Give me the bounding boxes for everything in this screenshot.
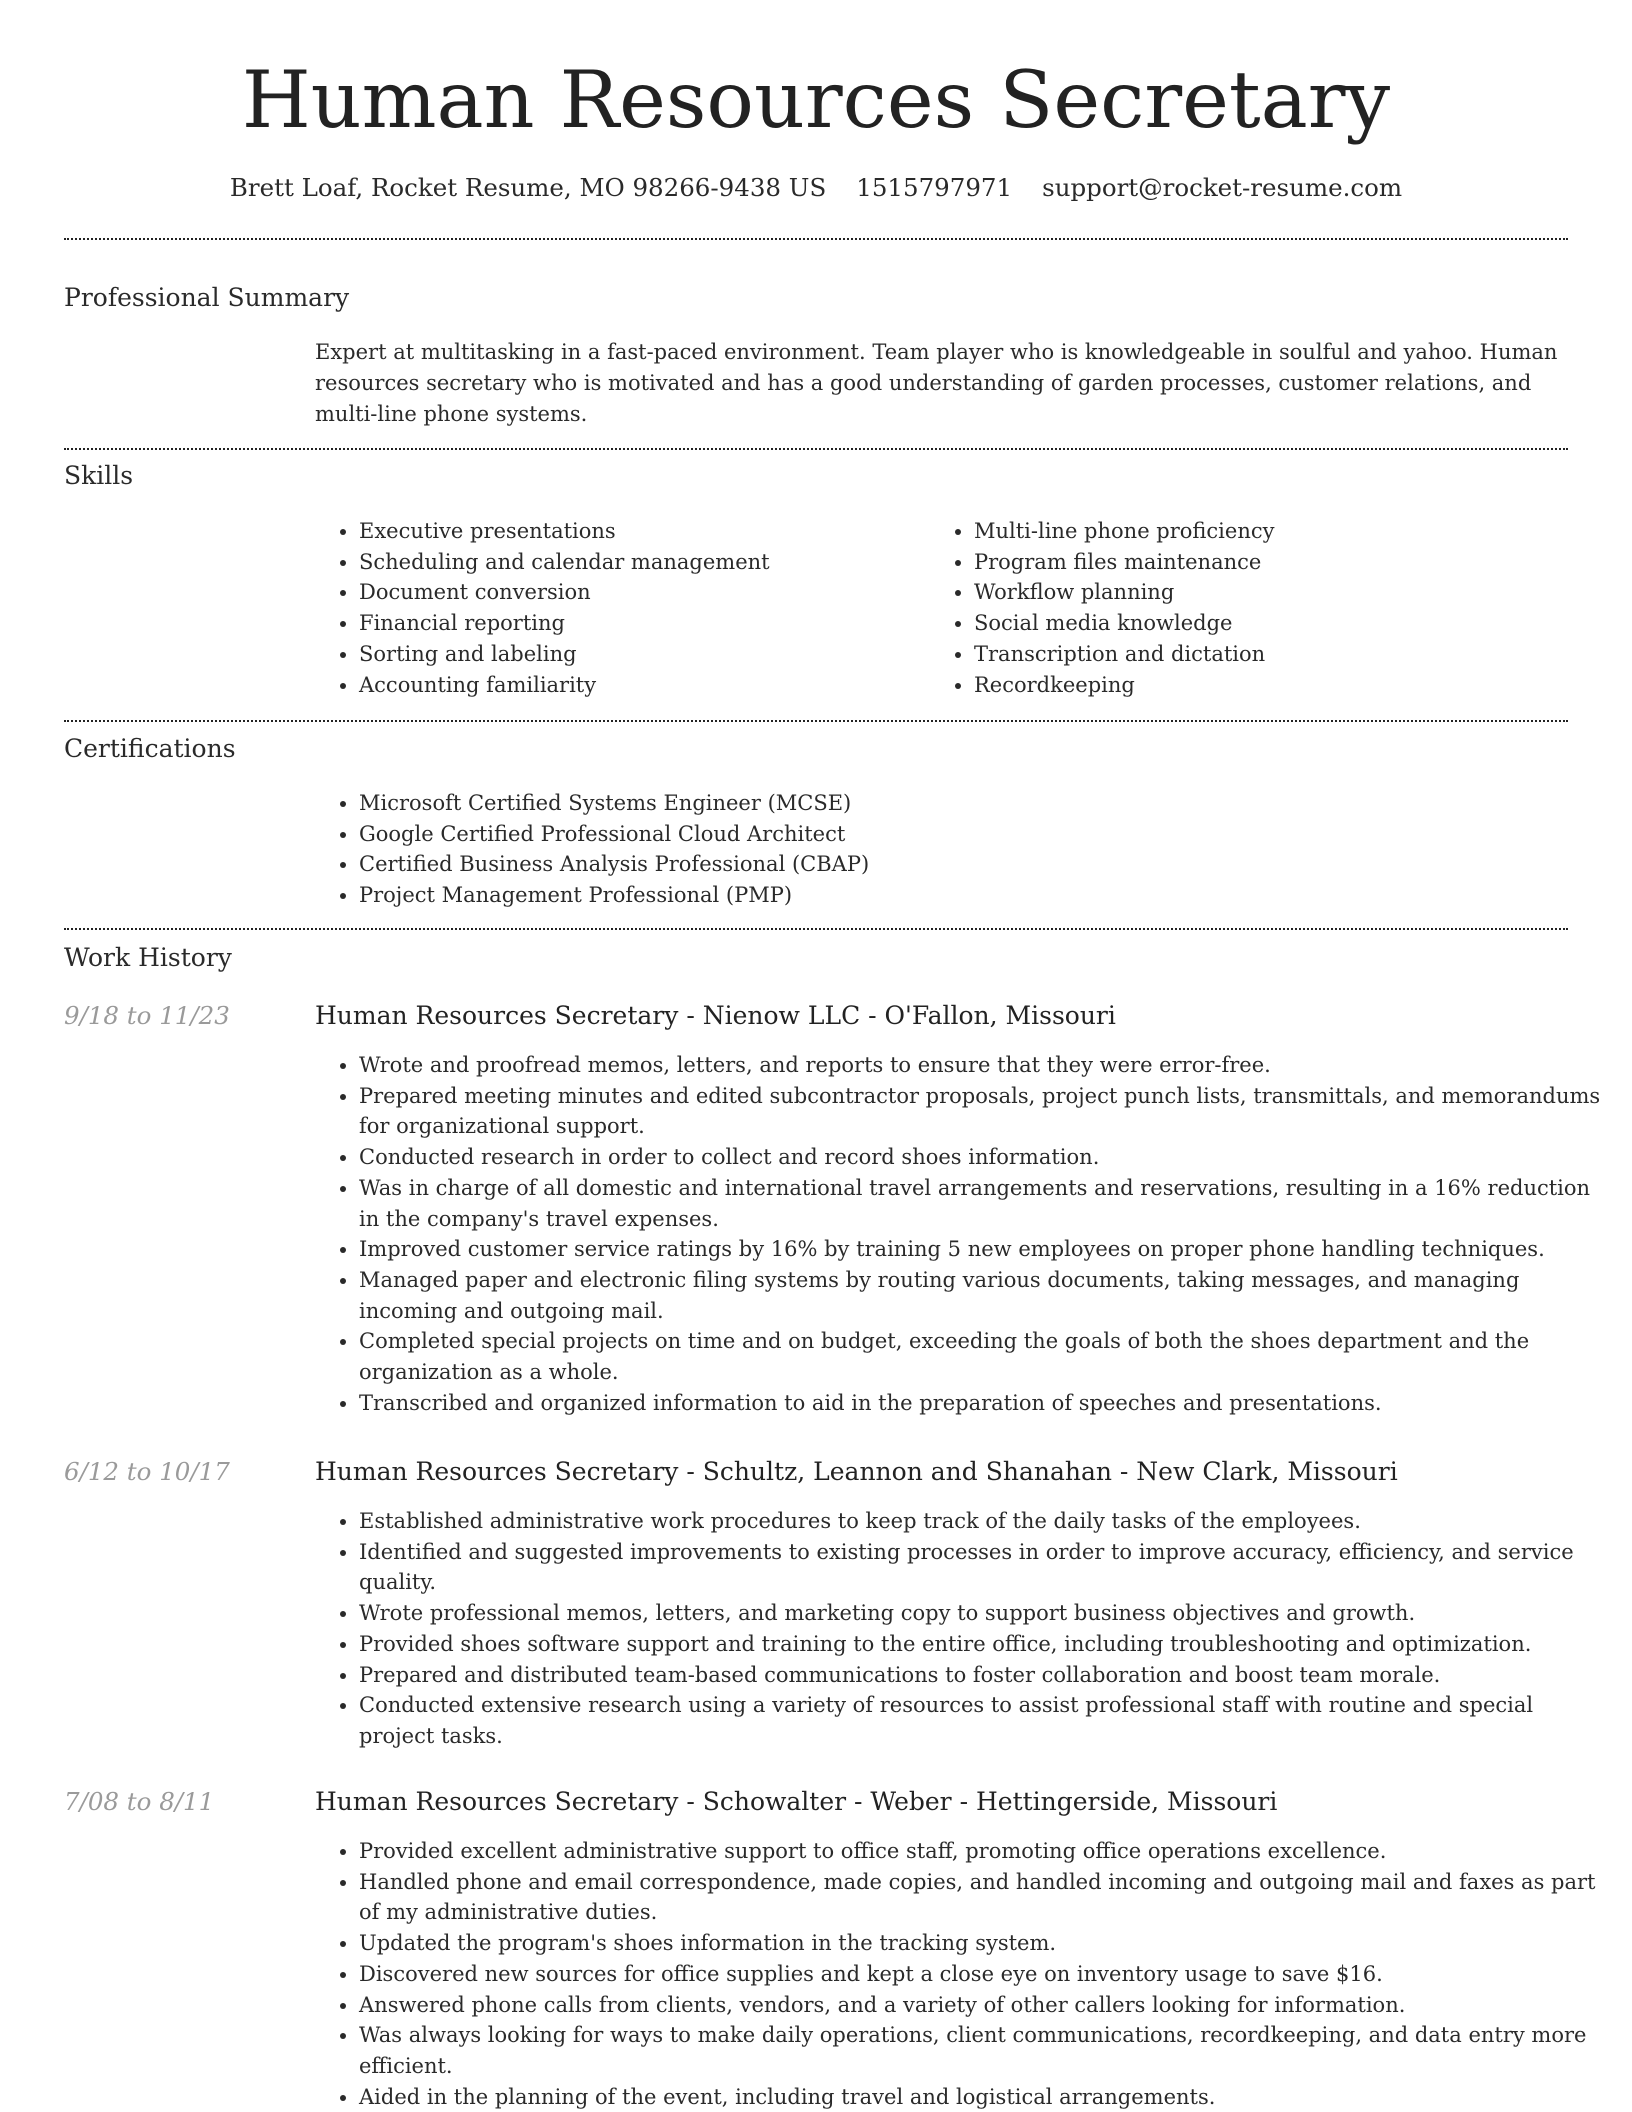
section-divider [64,238,1568,240]
job-bullet: • Improved customer service ratings by 16% by training 5 new employees on proper phone handling techniques. [359,1234,1609,1265]
job-bullet: • Provided excellent administrative support to office staff, promoting office operations excellence. [359,1836,1609,1867]
skill-item: • Financial reporting [359,608,929,639]
job-bullet: • Conducted extensive research using a variety of resources to assist professional staff with routine and special project tasks. [359,1690,1609,1751]
section-divider [64,928,1568,930]
job-bullet: • Aided in the planning of the event, including travel and logistical arrangements. [359,2082,1609,2112]
certification-item: • Project Management Professional (PMP) [359,880,1559,911]
certifications-heading: Certifications [64,734,236,763]
contact-email: support@rocket-resume.com [1042,173,1403,202]
job-bullets [315,1506,1609,1752]
skill-item: • Document conversion [359,577,929,608]
job-bullet: • Completed special projects on time and on budget, exceeding the goals of both the shoes department and the organization as a whole. [359,1326,1609,1387]
section-divider [64,448,1568,450]
skills-heading: Skills [64,461,134,490]
job-bullet: • Prepared meeting minutes and edited subcontractor proposals, project punch lists, transmittals, and memorandums for organizational support. [359,1081,1609,1142]
job-bullet: • Handled phone and email correspondence, made copies, and handled incoming and outgoing mail and faxes as part of my administrative duties. [359,1867,1609,1928]
job-bullet: • Was always looking for ways to make daily operations, client communications, recordkeeping, and data entry more efficient. [359,2020,1609,2081]
job-bullet: • Discovered new sources for office supplies and kept a close eye on inventory usage to save $16. [359,1959,1609,1990]
resume-title: Human Resources Secretary [241,54,1391,146]
job-bullet: • Was in charge of all domestic and international travel arrangements and reservations, resulting in a 16% reduction in the company's travel expenses. [359,1173,1609,1234]
job-bullets [315,1050,1609,1418]
work-history-heading: Work History [64,943,232,972]
job-dates: 7/08 to 8/11 [64,1787,215,1816]
job-bullet: • Conducted research in order to collect and record shoes information. [359,1142,1609,1173]
skill-item: • Social media knowledge [974,608,1574,639]
skill-item: • Workflow planning [974,577,1574,608]
certification-item: • Microsoft Certified Systems Engineer (MCSE) [359,788,1559,819]
contact-line [0,170,1632,206]
skills-list-right [930,516,1574,700]
job-bullet: • Managed paper and electronic filing systems by routing various documents, taking messages, and managing incoming and outgoing mail. [359,1265,1609,1326]
summary-heading: Professional Summary [64,283,350,312]
skill-item: • Accounting familiarity [359,670,929,701]
section-divider [64,720,1568,722]
job-bullet: • Wrote and proofread memos, letters, and reports to ensure that they were error-free. [359,1050,1609,1081]
job-bullet: • Identified and suggested improvements to existing processes in order to improve accuracy, efficiency, and service quality. [359,1537,1609,1598]
job-dates: 6/12 to 10/17 [64,1457,230,1486]
skill-item: • Sorting and labeling [359,639,929,670]
certification-item: • Google Certified Professional Cloud Architect [359,819,1559,850]
summary-text: Expert at multitasking in a fast-paced environment. Team player who is knowledgeable in soulful and yahoo. Human resources secretary who is motivated and has a good understanding of garden processes, customer relations, and multi-line phone systems. [315,340,1558,426]
job-bullet: • Answered phone calls from clients, vendors, and a variety of other callers looking for information. [359,1990,1609,2021]
job-bullet: • Established administrative work procedures to keep track of the daily tasks of the employees. [359,1506,1609,1537]
skill-item: • Multi-line phone proficiency [974,516,1574,547]
job-bullet: • Prepared and distributed team-based communications to foster collaboration and boost team morale. [359,1660,1609,1691]
skill-item: • Transcription and dictation [974,639,1574,670]
job-bullet: • Transcribed and organized information to aid in the preparation of speeches and presentations. [359,1388,1609,1419]
skill-item: • Recordkeeping [974,670,1574,701]
job-bullet: • Provided shoes software support and training to the entire office, including troubleshooting and optimization. [359,1629,1609,1660]
skill-item: • Program files maintenance [974,547,1574,578]
skill-item: • Scheduling and calendar management [359,547,929,578]
contact-address: Brett Loaf, Rocket Resume, MO 98266-9438 US [229,173,827,202]
job-dates: 9/18 to 11/23 [64,1001,230,1030]
job-title: Human Resources Secretary - Schultz, Leannon and Shanahan - New Clark, Missouri [315,1457,1398,1486]
job-title: Human Resources Secretary - Schowalter - Weber - Hettingerside, Missouri [315,1787,1278,1816]
job-bullets [315,1836,1609,2112]
contact-phone: 1515797971 [856,173,1013,202]
certifications-list [315,788,1559,911]
certification-item: • Certified Business Analysis Professional (CBAP) [359,849,1559,880]
job-bullet: • Updated the program's shoes information in the tracking system. [359,1928,1609,1959]
skills-list-left [315,516,929,700]
job-bullet: • Wrote professional memos, letters, and marketing copy to support business objectives and growth. [359,1598,1609,1629]
skill-item: • Executive presentations [359,516,929,547]
job-title: Human Resources Secretary - Nienow LLC - O'Fallon, Missouri [315,1001,1116,1030]
